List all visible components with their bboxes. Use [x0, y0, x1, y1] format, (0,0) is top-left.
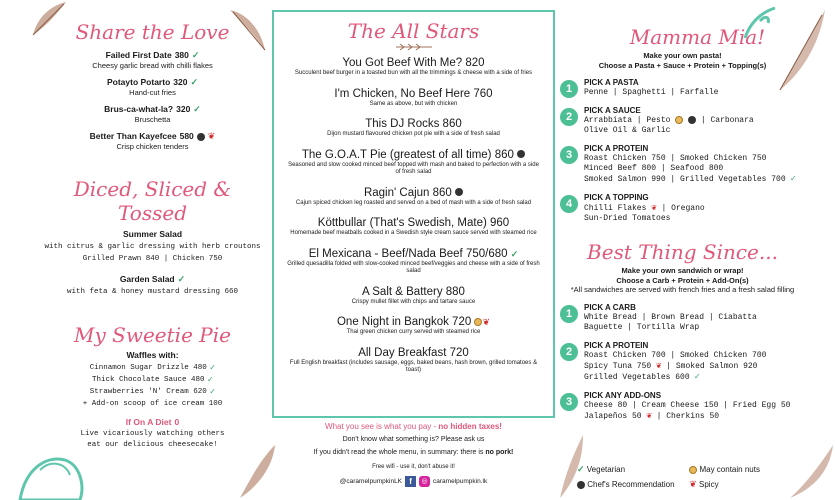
mamma-mia-title: Mamma Mia!	[629, 25, 766, 49]
star-item-desc: Homemade beef meatballs cooked in a Swedish style cream sauce served with steamed rice	[290, 230, 537, 236]
star-item	[274, 316, 553, 337]
step-options: Baguette | Tortilla Wrap	[584, 322, 700, 332]
step-options: Cheese 80 | Cream Cheese 150 | Fried Egg 50	[584, 400, 791, 410]
step-number: 2	[560, 108, 578, 126]
step-title: PICK A SAUCE	[584, 106, 641, 115]
sandwich-step	[560, 303, 805, 333]
item-price: 380	[174, 50, 189, 60]
star-item-desc: Cajun spiced chicken leg roasted and served on a bed of mash with a side of fresh salad	[295, 199, 532, 206]
share-the-love-title: Share the Love	[75, 20, 230, 44]
item-price: 320	[176, 104, 191, 114]
vegetarian-icon: ✓	[190, 77, 198, 87]
step-options: White Bread | Brown Bread | Ciabatta	[584, 312, 757, 322]
chef-recommendation-icon	[517, 150, 525, 158]
chef-recommendation-icon	[688, 116, 696, 124]
star-item-desc: Seasoned and slow cooked minced beef topped with mash and baked to perfection with a side of fresh salad	[288, 161, 539, 175]
star-item-desc: Thai green chicken curry served with steamed rice	[346, 329, 481, 335]
summer-salad-prices: Grilled Prawn 840 | Chicken 750	[82, 255, 223, 263]
menu-item	[40, 50, 265, 70]
waffle-option: Thick Chocolate Sauce 480	[92, 376, 205, 384]
my-sweetie-pie-title: My Sweetie Pie	[74, 323, 231, 347]
star-item	[274, 217, 553, 238]
star-item	[274, 286, 553, 307]
pasta-step	[560, 78, 805, 98]
step-title: PICK A PROTEIN	[584, 144, 649, 154]
chili-icon: ❦	[656, 360, 662, 371]
item-desc: Cheesy garlic bread with chilli flakes	[92, 61, 213, 70]
star-item-name: This DJ Rocks 860	[365, 118, 462, 130]
menu-item	[40, 77, 265, 97]
diet-desc: Live vicariously watching others	[80, 430, 225, 438]
instagram-handle[interactable]: caramelpumpkin.lk	[433, 478, 488, 485]
star-item	[274, 248, 553, 276]
pasta-step	[560, 144, 805, 185]
chili-icon: ❦	[651, 203, 657, 214]
sandwich-step	[560, 341, 805, 383]
footer-summary-text: If you didn't read the whole menu, in summary: there is	[313, 449, 486, 456]
step-options: Chilli Flakes	[584, 204, 647, 214]
star-item	[274, 118, 553, 139]
nut-icon	[675, 116, 683, 124]
item-name: Potayto Potarto	[106, 77, 171, 87]
star-item	[274, 57, 553, 78]
step-title: PICK ANY ADD-ONS	[584, 390, 662, 400]
star-item-desc: Crispy mullet fillet with chips and tartare sauce	[351, 298, 476, 305]
chef-recommendation-icon	[577, 481, 585, 489]
star-item-name: El Mexicana - Beef/Nada Beef 750/680	[308, 247, 508, 260]
right-column	[560, 25, 805, 422]
vegetarian-icon: ✓	[207, 375, 213, 385]
step-title: PICK A TOPPING	[584, 193, 649, 203]
summer-salad-name: Summer Salad	[122, 229, 183, 239]
step-options: Smoked Salmon 990 | Grilled Vegetables 700	[584, 175, 786, 185]
menu-footer	[272, 422, 555, 487]
step-options: | Smoked Salmon 920	[666, 361, 758, 371]
star-item-name: The G.O.A.T Pie (greatest of all time) 860	[301, 148, 514, 161]
item-desc: Hand-cut fries	[129, 88, 176, 97]
legend-nuts: May contain nuts	[699, 465, 760, 474]
star-item-name: A Salt & Battery 880	[362, 285, 465, 298]
step-options: Grilled Vegetables 600	[584, 372, 690, 382]
diet-title: If On A Diet	[125, 417, 172, 427]
best-thing-since-title: Best Thing Since...	[587, 240, 778, 265]
vegetarian-icon: ✓	[510, 248, 519, 259]
footer-wifi-text: Free wifi - use it, don't abuse it!	[372, 464, 455, 470]
footer-no-taxes: no hidden taxes!	[438, 422, 502, 431]
facebook-icon[interactable]: f	[405, 476, 416, 487]
best-subtitle: Make your own sandwich or wrap!	[621, 266, 744, 276]
step-options: Minced Beef 800 | Seafood 800	[584, 164, 724, 174]
vegetarian-icon: ✓	[209, 387, 216, 397]
vegetarian-icon: ✓	[191, 50, 200, 60]
facebook-handle[interactable]: @caramelpumpkinLK	[339, 478, 403, 485]
chef-recommendation-icon	[197, 133, 205, 141]
step-options: Spicy Tuna 750	[584, 361, 652, 371]
garden-salad-name: Garden Salad	[119, 274, 175, 284]
all-stars-title: The All Stars	[347, 19, 480, 43]
mamma-subtitle: Make your own pasta!	[643, 51, 722, 60]
leaf-divider-icon	[394, 43, 434, 51]
mamma-subtitle: Choose a Pasta + Sauce + Protein + Topping(s)	[598, 60, 767, 70]
step-title: PICK A CARB	[584, 302, 636, 312]
chili-icon: ❦	[482, 317, 490, 327]
star-item	[274, 149, 553, 177]
diet-desc: eat our delicious cheesecake!	[87, 441, 218, 449]
menu-item	[40, 131, 265, 151]
waffle-addon: + Add-on scoop of ice cream 100	[82, 400, 223, 408]
menu-item	[40, 104, 265, 124]
step-options: | Cherkins 50	[656, 411, 720, 421]
left-column	[40, 20, 265, 450]
nut-icon	[689, 466, 697, 474]
step-options: Penne | Spaghetti | Farfalle	[584, 88, 719, 97]
star-item-desc: Succulent beef burger in a toasted bun with all the trimmings & cheese with a side of fries	[294, 70, 533, 76]
step-options: Roast Chicken 700 | Smoked Chicken 700	[584, 350, 767, 360]
step-number: 4	[560, 195, 578, 213]
footer-ask-text: Don't know what something is? Please ask us	[342, 436, 485, 443]
step-options: Arrabbiata | Pesto	[584, 116, 671, 126]
footer-no-pork: no pork!	[485, 449, 514, 456]
step-title: PICK A PASTA	[584, 78, 639, 87]
vegetarian-icon: ✓	[193, 104, 201, 114]
all-stars-box	[272, 10, 555, 418]
star-item	[274, 347, 553, 375]
step-options: Roast Chicken 750 | Smoked Chicken 750	[584, 154, 767, 164]
star-item	[274, 88, 553, 109]
vegetarian-icon: ✓	[209, 363, 216, 373]
chili-icon: ❦	[689, 479, 697, 489]
chili-icon: ❦	[207, 131, 216, 141]
waffle-option: Strawberries 'N' Cream 620	[89, 388, 207, 396]
step-number: 2	[560, 343, 578, 361]
pasta-step	[560, 106, 805, 136]
step-number: 1	[560, 80, 578, 98]
legend-vegetarian: Vegetarian	[586, 465, 626, 474]
star-item-desc: Grilled quesadilla folded with slow-cooked minced beef/veggies and cheese with a side of fresh salad	[287, 260, 540, 274]
item-name: Failed First Date	[105, 50, 172, 60]
star-item-desc: Same as above, but with chicken	[369, 100, 458, 107]
item-name: Brus-ca-what-la?	[104, 104, 174, 114]
star-item-name: Ragin' Cajun 860	[363, 186, 452, 199]
step-number: 3	[560, 146, 578, 164]
star-item-name: One Night in Bangkok 720	[336, 316, 472, 328]
star-item-desc: Dijon mustard flavoured chicken pot pie with a side of fresh salad	[327, 131, 500, 137]
item-desc: Bruschetta	[134, 115, 171, 124]
summer-salad-desc: with citrus & garlic dressing with herb croutons	[44, 243, 261, 251]
icon-legend	[577, 462, 807, 492]
step-options: Olive Oil & Garlic	[584, 126, 671, 136]
best-note: *All sandwiches are served with french fries and a fresh salad filling	[570, 285, 795, 295]
vegetarian-icon: ✓	[577, 464, 585, 474]
garden-salad-desc: with feta & honey mustard dressing 660	[66, 288, 239, 296]
step-options: | Carbonara	[700, 116, 754, 126]
vegetarian-icon: ✓	[790, 174, 796, 185]
step-options: Sun-Dried Tomatoes	[584, 214, 671, 224]
footer-pay-text: What you see is what you pay -	[325, 422, 439, 431]
star-item-name: You Got Beef With Me? 820	[342, 57, 485, 69]
star-item	[274, 187, 553, 208]
chili-icon: ❦	[646, 410, 652, 421]
diet-price: 0	[174, 417, 180, 427]
waffle-option: Cinnamon Sugar Drizzle 480	[89, 364, 207, 372]
item-price: 320	[173, 77, 188, 87]
step-number: 1	[560, 305, 578, 323]
item-desc: Crisp chicken tenders	[116, 142, 189, 151]
legend-chef: Chef's Recommendation	[587, 480, 675, 489]
step-number: 3	[560, 393, 578, 411]
best-subtitle: Choose a Carb + Protein + Add-On(s)	[616, 275, 749, 285]
instagram-icon[interactable]: ◎	[419, 476, 430, 487]
legend-spicy: Spicy	[699, 480, 719, 489]
star-item-desc: Full English breakfast (includes sausage, eggs, baked beans, hash brown, grilled tomatoes & toast)	[289, 359, 538, 373]
item-name: Better Than Kayefcee	[89, 131, 177, 141]
star-item-name: I'm Chicken, No Beef Here 760	[334, 87, 493, 100]
chef-recommendation-icon	[455, 188, 463, 196]
step-options: | Oregano	[661, 204, 705, 214]
vegetarian-icon: ✓	[177, 274, 186, 284]
step-options: Jalapeños 50	[584, 411, 642, 421]
waffles-label: Waffles with:	[126, 350, 179, 360]
pasta-step	[560, 193, 805, 224]
diced-sliced-tossed-title: Diced, Sliced & Tossed	[73, 177, 232, 225]
star-item-name: All Day Breakfast 720	[358, 346, 469, 359]
star-item-name: Köttbullar (That's Swedish, Mate) 960	[317, 217, 510, 229]
vegetarian-icon: ✓	[694, 371, 700, 382]
item-price: 580	[179, 131, 194, 141]
sandwich-step	[560, 391, 805, 422]
step-title: PICK A PROTEIN	[584, 340, 649, 350]
